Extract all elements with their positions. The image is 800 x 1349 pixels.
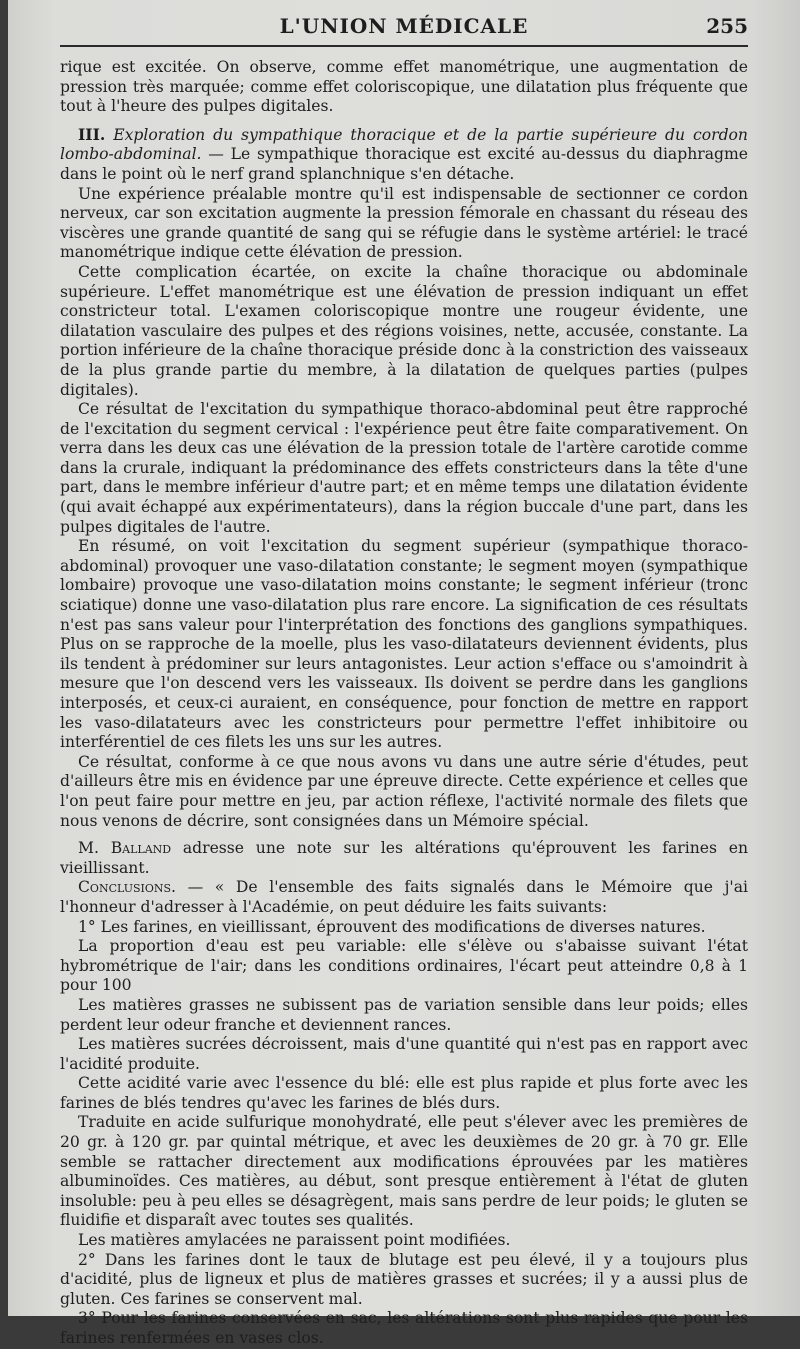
running-head (60, 12, 748, 42)
paragraph: rique est excitée. On observe, comme effet manométrique, une augmentation de pression très marquée; comme effet coloriscopique, une dilatation plus fréquente que tout à l'heure des pulpes digitales. (60, 58, 748, 116)
section-number: III. (78, 124, 106, 144)
section-title: Exploration du sympathique thoracique et de la partie supérieure du cordon lombo-abdominal. (60, 125, 748, 164)
author-name: Balland (110, 839, 172, 858)
paragraph: 3° Pour les farines conservées en sac, les altérations sont plus rapides que pour les farines renfermées en vases clos. (60, 1309, 748, 1347)
author-note-paragraph: M. Balland adresse une note sur les altérations qu'éprouvent les farines en vieillissant. (60, 839, 749, 877)
paragraph: 2° Dans les farines dont le taux de blutage est peu élevé, il y a toujours plus d'acidité, plus de ligneux et plus de matières grasses et sucrées; il y a aussi plus de gluten. Ces farines se conservent mal. (60, 1250, 748, 1308)
conclusions-paragraph: Conclusions. — « De l'ensemble des faits signalés dans le Mémoire que j'ai l'honneur d'adresser à l'Académie, on peut déduire les faits suivants: (60, 878, 748, 916)
paragraph: Cette complication écartée, on excite la chaîne thoracique ou abdominale supérieure. L'effet manométrique est une élévation de pression indiquant un effet constricteur total. L'examen coloriscopique montre une rougeur évidente, une dilatation vasculaire des pulpes et des régions voisines, nette, accusée, constante. La portion inférieure de la chaîne thoracique préside donc à la constriction des vaisseaux de la plus grande partie du membre, à la dilatation de quelques parties (pulpes digitales). (60, 262, 748, 399)
paragraph: En résumé, on voit l'excitation du segment supérieur (sympathique thoraco-abdominal) provoquer une vaso-dilatation constante; le segment moyen (sympathique lombaire) provoque une vaso-dilatation moins constante; le segment inférieur (tronc sciatique) donne une vaso-dilatation plus rare encore. La signification de ces résultats n'est pas sans valeur pour l'interprétation des fonctions des ganglions sympathiques. Plus on se rapproche de la moelle, plus les vaso-dilatateurs deviennent évidents, plus ils tendent à prédominer sur leurs antagonistes. Leur action s'efface ou s'amoindrit à mesure que l'on descend vers les vaisseaux. Ils doivent se perdre dans les ganglions interposés, et ceux-ci auraient, en conséquence, pour fonction de mettre en rapport les vaso-dilatateurs avec les constricteurs pour permettre l'effet inhibitoire ou interférentiel de ces filets les uns sur les autres. (60, 537, 748, 752)
paragraph: Les matières sucrées décroissent, mais d'une quantité qui n'est pas en rapport avec l'acidité produite. (60, 1035, 748, 1073)
article-body (60, 58, 748, 1349)
section-heading-paragraph: III. Exploration du sympathique thoracique et de la partie supérieure du cordon lombo-abdominal. — Le sympathique thoracique est excité au-dessus du diaphragme dans le point où le nerf grand splanchnique s'en détache. (60, 124, 748, 183)
header-rule (60, 45, 748, 47)
paragraph: Une expérience préalable montre qu'il est indispensable de sectionner ce cordon nerveux, car son excitation augmente la pression fémorale en chassant du réseau des viscères une grande quantité de sang qui se réfugie dans le système artériel: le tracé manométrique indique cette élévation de pression. (60, 184, 748, 262)
paragraph: Ce résultat, conforme à ce que nous avons vu dans une autre série d'études, peut d'ailleurs être mis en évidence par une épreuve directe. Cette expérience et celles que l'on peut faire pour mettre en jeu, par action réflexe, l'activité normale des filets que nous venons de décrire, sont consignées dans un Mémoire spécial. (60, 752, 748, 830)
paragraph: Les matières amylacées ne paraissent point modifiées. (78, 1231, 511, 1250)
paragraph: Cette acidité varie avec l'essence du blé: elle est plus rapide et plus forte avec les farines de blés tendres qu'avec les farines de blés durs. (60, 1074, 748, 1112)
journal-page (8, 0, 800, 1347)
paragraph: Ce résultat de l'excitation du sympathique thoraco-abdominal peut être rapproché de l'excitation du segment cervical : l'expérience peut être faite comparativement. On verra dans les deux cas une élévation de la pression totale de l'artère carotide comme dans la crurale, indiquant la prédominance des effets constricteurs dans la tête d'une part, dans le membre inférieur d'autre part; et en même temps une dilatation évidente (qui avait échappé aux expérimentateurs), dans la région buccale d'une part, dans les pulpes digitales de l'autre. (60, 400, 748, 536)
journal-title: L'UNION MÉDICALE (279, 14, 529, 38)
paragraph: Les matières grasses ne subissent pas de variation sensible dans leur poids; elles perdent leur odeur franche et deviennent rances. (60, 995, 748, 1034)
paragraph: 1° Les farines, en vieillissant, éprouvent des modifications de diverses natures. (78, 917, 706, 936)
paragraph: La proportion d'eau est peu variable: elle s'élève ou s'abaisse suivant l'état hybrométrique de l'air; dans les conditions ordinaires, l'écart peut atteindre 0,8 à 1 pour 100 (60, 937, 748, 995)
conclusions-label: Conclusions. (78, 878, 176, 897)
paragraph: Traduite en acide sulfurique monohydraté, elle peut s'élever avec les premières de 20 gr. à 120 gr. par quintal métrique, et avec les deuxièmes de 20 gr. à 70 gr. Elle semble se rattacher directement aux modifications éprouvées par les matières albuminoïdes. Ces matières, au début, sont presque entièrement à l'état de gluten insoluble: peu à peu elles se désagrègent, mais sans perdre de leur poids; le gluten se fluidifie et disparaît avec toutes ses qualités. (60, 1113, 748, 1230)
page-number: 255 (706, 14, 748, 38)
